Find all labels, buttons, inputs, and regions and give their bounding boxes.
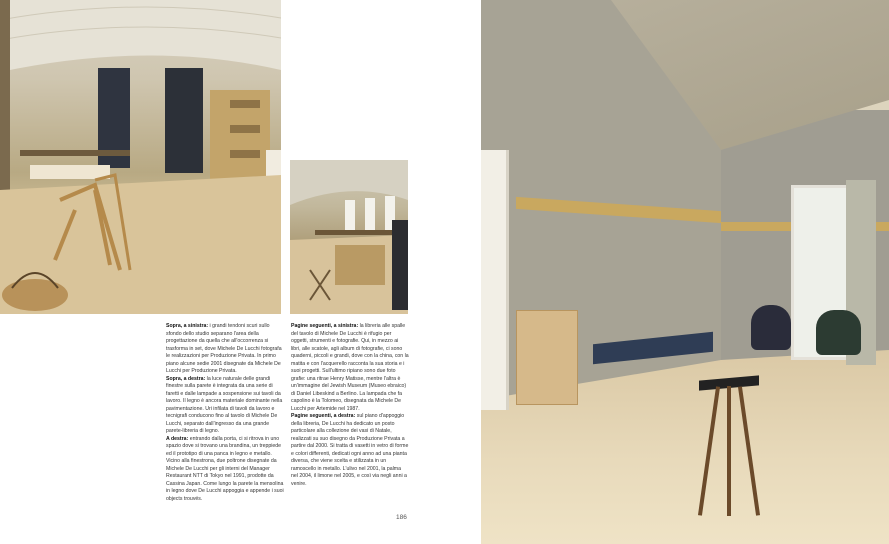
caption-text: la luce naturale delle grandi finestre sulla parete è integrata da una serie di faretti e dalle lampade a sospensione sui tavoli da lavoro. Il legno è ancora materiale dominante nella pavimentazione. Uri infilata di tavoli da lavoro e tecnigrafi conducono fino al tavolo di Michele De Lucchi, separato dall'ingresso da una grande parete-libreria di legno. <box>166 375 283 434</box>
caption-column-left <box>166 323 284 503</box>
tripod-stool <box>699 378 759 518</box>
caption-lead: Pagine seguenti, a destra: <box>291 413 356 419</box>
caption-text: sul piano d'appoggio della libreria, De Lucchi ha dedicato un posto particolare alla collezione dei vasi di Natale, realizzati su suo disegno da Produzione Privata a partire dal 2000. Si tratta di vasetti in vetro di forme e colori differenti, dedicati ogni anno ad una pianta diversa, che viene scelta e stilizzata in un ramoscello in metallo. L'ulivo nel 2001, la palma nel 2004, il limone nel 2005, e così via negli anni a venire. <box>291 413 409 487</box>
studio-windows-illustration <box>290 160 408 314</box>
stool-leg <box>727 386 731 516</box>
room-door <box>481 150 509 410</box>
caption-text: i grandi tendoni scuri sullo sfondo dello studio separano l'area della progettazione da quella che all'occorrenza si trasforma in set, dove Michele De Lucchi fotografa le realizzazioni per Produzione Privata. In primo piano alcune sedie 2001 disegnate da Michele De Lucchi per Produzione Privata. <box>166 323 282 374</box>
stool-leg <box>698 386 720 515</box>
caption-text: la libreria alle spalle del tavolo di Michele De Lucchi è rifugio per oggetti, strumenti e fotografie. Qui, in mezzo ai libri, alle scatole, agli album di fotografie, ci sono quaderni, piccoli e grandi, dove con la china, con la matita e con l'acquerello racconta la sua storia e i suoi progetti. Sull'ultimo ripiano sono due foto grafie: una ritrae Henry Matisse, mentre l'altra è un'immagine del Jewish Museum (Museo ebraico) di Daniel Libeskind a Berlino. La lampada che fa capolino è la Tolomeo, disegnata da Michele De Lucchi per Artemide nel 1987. <box>291 323 409 412</box>
caption-column-right <box>291 323 409 488</box>
studio-main-illustration <box>0 0 281 314</box>
armchair <box>751 305 791 350</box>
caption-text: entrando dalla porta, ci si ritrova in uno spazio dove si trovano una brandina, un treppiede ed il prototipo di una panca in legno e metallo. Vicino alla finestrona, due poltrone disegnate da Michele De Lucchi per gli interni del Manager Restaurant NTT di Tokyo nel 1991, prodotte da Cassina Japan. Come lungo la parete la mensolina in legno dove De Lucchi appoggia e appende i suoi objects trouvés. <box>166 435 284 502</box>
page-number: 186 <box>396 514 407 521</box>
caption-lead: A destra: <box>166 435 189 442</box>
studio-main-photo <box>0 0 281 314</box>
wood-cabinet <box>516 310 578 405</box>
room-photo <box>481 0 889 544</box>
caption-lead: Pagine seguenti, a sinistra: <box>291 323 359 329</box>
caption-lead: Sopra, a sinistra: <box>166 323 209 329</box>
armchair <box>816 310 861 355</box>
studio-windows-photo <box>290 160 408 314</box>
stool-leg <box>738 386 760 515</box>
caption-lead: Sopra, a destra: <box>166 375 206 382</box>
